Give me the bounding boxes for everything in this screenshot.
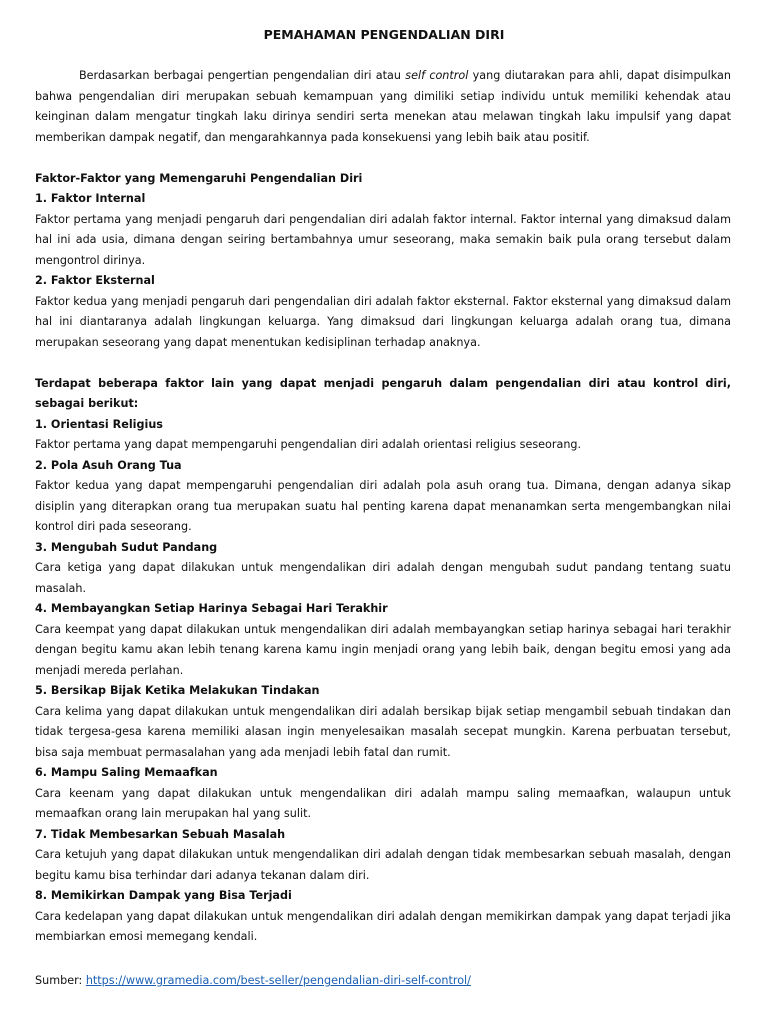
item-title: 3. Mengubah Sudut Pandang <box>35 540 218 554</box>
intro-text-before: Berdasarkan berbagai pengertian pengendalian diri atau <box>79 69 406 82</box>
document-body <box>35 66 731 948</box>
item-title: 8. Memikirkan Dampak yang Bisa Terjadi <box>35 889 292 902</box>
item-title: 6. Mampu Saling Memaafkan <box>35 766 218 779</box>
item-title: 2. Pola Asuh Orang Tua <box>35 458 182 472</box>
item-title: 1. Orientasi Religius <box>35 417 163 431</box>
item-title: 4. Membayangkan Setiap Harinya Sebagai Hari Terakhir <box>35 602 388 615</box>
source-label: Sumber: <box>35 974 86 987</box>
item-text: Cara keenam yang dapat dilakukan untuk mengendalikan diri adalah mampu saling memaafkan, walaupun untuk memaafkan orang lain merupakan hal yang sulit. <box>35 786 731 820</box>
page-title: PEMAHAMAN PENGENDALIAN DIRI <box>263 27 505 42</box>
item-title: 1. Faktor Internal <box>35 192 146 205</box>
intro-paragraph <box>35 66 731 148</box>
item-text: Cara kedelapan yang dapat dilakukan untuk mengendalikan diri adalah dengan memikirkan dampak yang dapat terjadi jika membiarkan emosi memegang kendali. <box>35 909 731 943</box>
item-text: Faktor kedua yang dapat mempengaruhi pengendalian diri adalah pola asuh orang tua. Dimana, dengan adanya sikap disiplin yang diterapkan orang tua merupakan suatu hal penting karena dapat menanamkan serta mengembangkan nilai kontrol diri pada seseorang. <box>35 479 731 533</box>
item-title: 2. Faktor Eksternal <box>35 274 155 287</box>
item-text: Cara keempat yang dapat dilakukan untuk mengendalikan diri adalah membayangkan setiap harinya sebagai hari terakhir dengan begitu kamu akan lebih tenang karena kamu ingin menjadi orang yang lebih baik, dengan begitu emosi yang ada menjadi mereda perlahan. <box>35 622 731 677</box>
section-heading-other-factors: Terdapat beberapa faktor lain yang dapat menjadi pengaruh dalam pengendalian diri atau kontrol diri, sebagai berikut: <box>35 376 731 410</box>
intro-italic-term: self control <box>405 69 469 82</box>
item-text: Faktor kedua yang menjadi pengaruh dari pengendalian diri adalah faktor eksternal. Faktor eksternal yang dimaksud dalam hal ini diantaranya adalah lingkungan keluarga. Yang dimaksud dari lingkungan keluarga adalah orang tua, dimana merupakan seseorang yang dapat menentukan kedisiplinan terhadap anaknya. <box>35 294 731 349</box>
spacer <box>35 353 731 374</box>
source-line <box>35 971 471 991</box>
item-text: Faktor pertama yang menjadi pengaruh dari pengendalian diri adalah faktor internal. Faktor internal yang dimaksud dalam hal ini ada usia, dimana dengan seiring bertambahnya umur seseorang, maka semakin baik pula orang tersebut dalam mengontrol dirinya. <box>35 212 731 267</box>
spacer <box>35 148 731 169</box>
section-heading-factors: Faktor-Faktor yang Memengaruhi Pengendalian Diri <box>35 171 363 185</box>
intro-text-after: yang diutarakan para ahli, dapat disimpulkan bahwa pengendalian diri merupakan sebuah kemampuan yang dimiliki setiap individu untuk memiliki kehendak atau keinginan dalam mengatur tingkah laku dirinya sendiri serta menekan atau melawan tingkah laku impulsif yang dapat memberikan dampak negatif, dan mengarahkannya pada konsekuensi yang lebih baik atau positif. <box>35 69 731 144</box>
item-text: Faktor pertama yang dapat mempengaruhi pengendalian diri adalah orientasi religius seseorang. <box>35 438 582 451</box>
item-text: Cara ketujuh yang dapat dilakukan untuk mengendalikan diri adalah dengan tidak membesarkan sebuah masalah, dengan begitu kamu bisa terhindar dari adanya tekanan dalam diri. <box>35 848 731 882</box>
item-title: 7. Tidak Membesarkan Sebuah Masalah <box>35 827 286 841</box>
source-link[interactable]: https://www.gramedia.com/best-seller/pengendalian-diri-self-control/ <box>85 974 471 987</box>
item-text: Cara kelima yang dapat dilakukan untuk mengendalikan diri adalah bersikap bijak setiap mengambil sebuah tindakan dan tidak tergesa-gesa karena memiliki alasan ingin menyelesaikan masalah secepat mungkin. Karena perbuatan tersebut, bisa saja membuat permasalahan yang ada menjadi lebih fatal dan rumit. <box>35 704 731 759</box>
item-title: 5. Bersikap Bijak Ketika Melakukan Tindakan <box>35 684 320 697</box>
item-text: Cara ketiga yang dapat dilakukan untuk mengendalikan diri adalah dengan mengubah sudut pandang tentang suatu masalah. <box>35 561 731 595</box>
